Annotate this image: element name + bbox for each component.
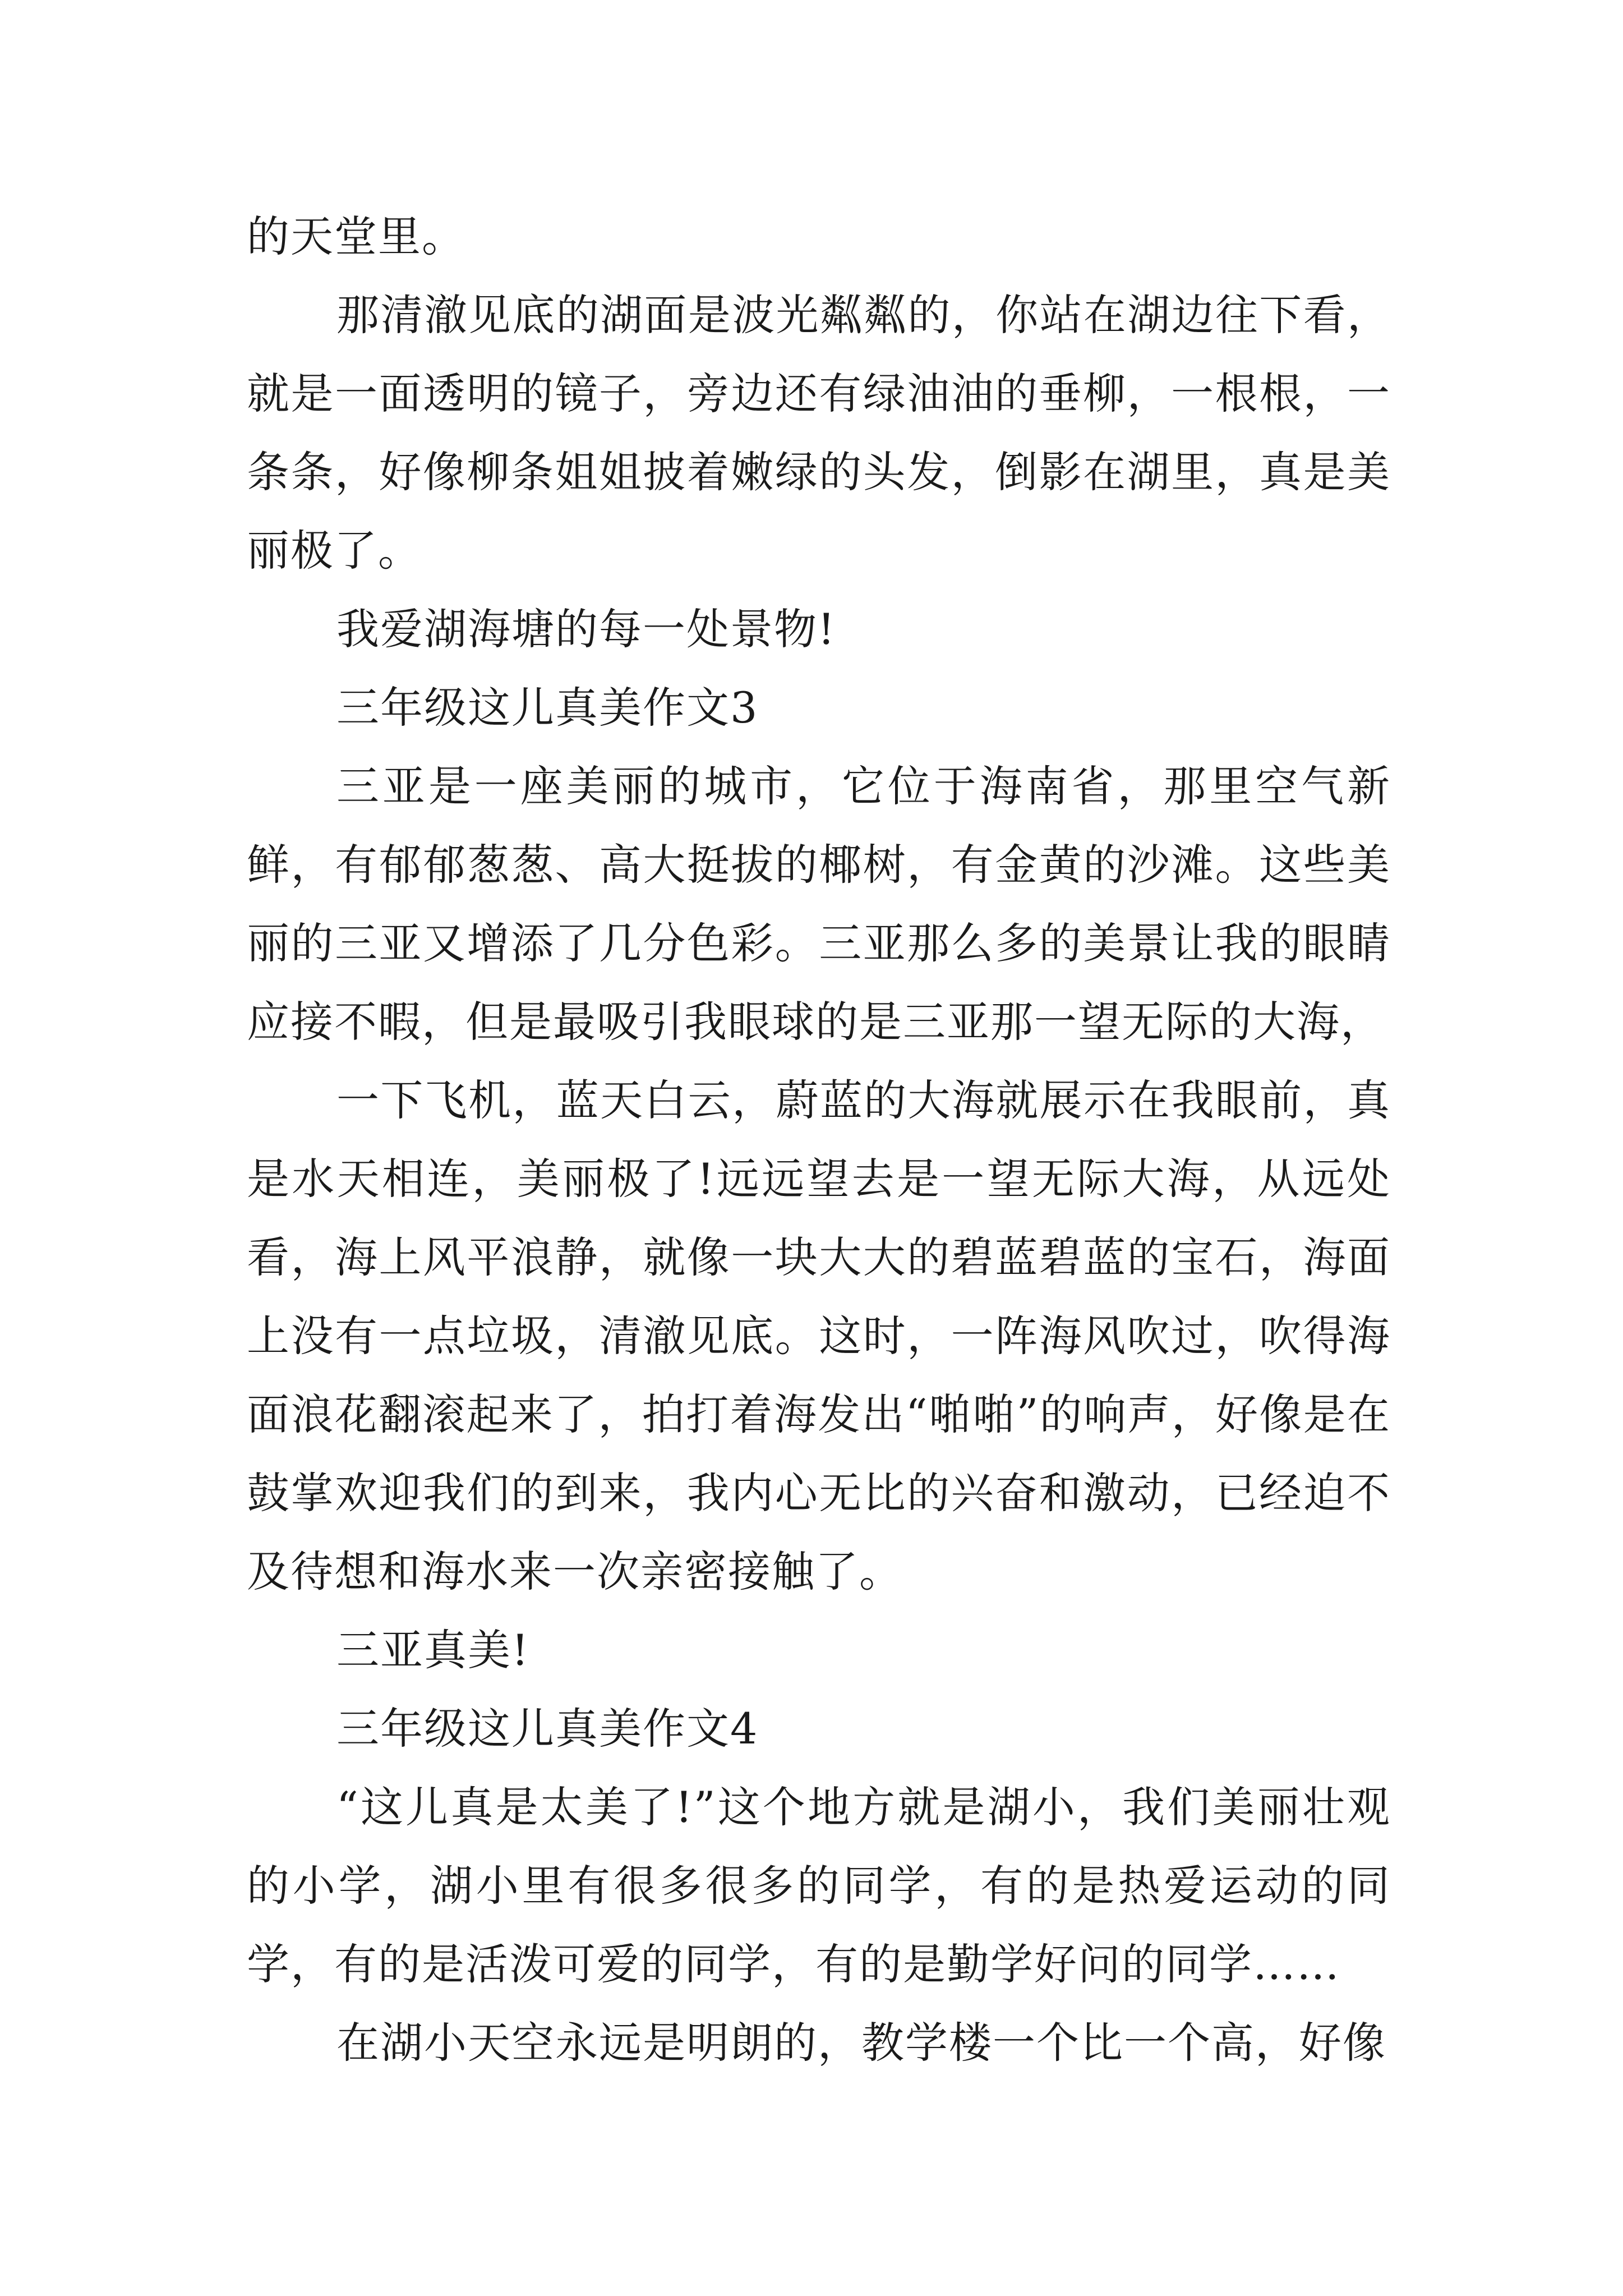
paragraph: 三亚是一座美丽的城市，它位于海南省，那里空气新鲜，有郁郁葱葱、高大挺拔的椰树，有金黄的沙滩。这些美丽的三亚又增添了几分色彩。三亚那么多的美景让我的眼睛应接不暇，但是最吸引我眼球的是三亚那一望无际的大海， (247, 761, 1391, 1047)
paragraph: 的天堂里。 (247, 211, 465, 261)
paragraph: 三亚真美! (336, 1625, 530, 1675)
section-heading: 三年级这儿真美作文3 (336, 683, 759, 733)
paragraph: “这儿真是太美了!”这个地方就是湖小，我们美丽壮观的小学，湖小里有很多很多的同学，有的是热爱运动的同学，有的是活泼可爱的同学，有的是勤学好问的同学…… (247, 1782, 1391, 1989)
paragraph: 一下飞机，蓝天白云，蔚蓝的大海就展示在我眼前，真是水天相连，美丽极了!远远望去是一望无际大海，从远处看，海上风平浪静，就像一块大大的碧蓝碧蓝的宝石，海面上没有一点垃圾，清澈见底。这时，一阵海风吹过，吹得海面浪花翻滚起来了，拍打着海发出“啪啪”的响声，好像是在鼓掌欢迎我们的到来，我内心无比的兴奋和激动，已经迫不及待想和海水来一次亲密接触了。 (247, 1075, 1391, 1596)
section-heading: 三年级这儿真美作文4 (336, 1704, 759, 1754)
paragraph: 我爱湖海塘的每一处景物! (336, 604, 836, 654)
document-body (247, 197, 1391, 2082)
paragraph: 在湖小天空永远是明朗的，教学楼一个比一个高，好像 (336, 2018, 1386, 2068)
paragraph: 那清澈见底的湖面是波光粼粼的，你站在湖边往下看，就是一面透明的镜子，旁边还有绿油油的垂柳，一根根，一条条，好像柳条姐姐披着嫩绿的头发，倒影在湖里，真是美丽极了。 (247, 290, 1391, 576)
